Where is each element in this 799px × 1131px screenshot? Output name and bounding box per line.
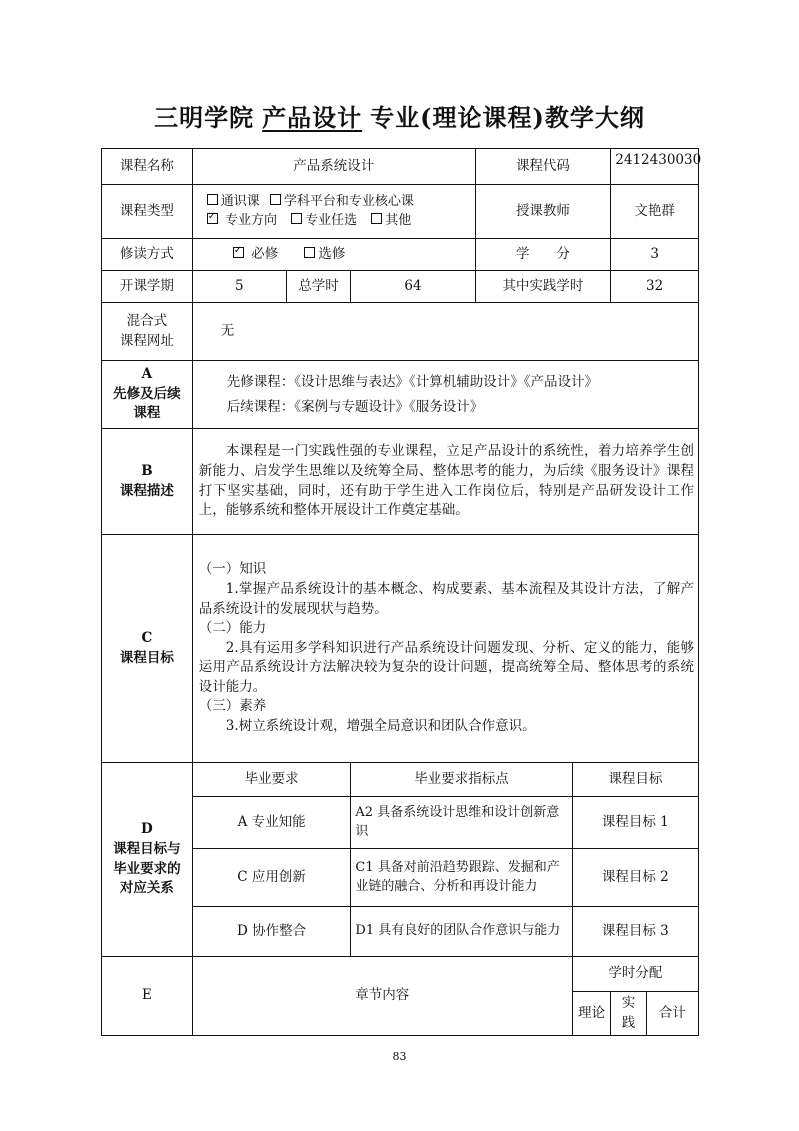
section-a-label-line2: 课程 <box>133 405 161 422</box>
theory-hours-header: 理论 <box>572 992 611 1036</box>
mode-option-elective[interactable] <box>304 246 345 262</box>
checkbox-icon <box>304 247 315 258</box>
checkbox-icon <box>371 213 382 224</box>
practice-hours-value: 32 <box>611 271 699 303</box>
checked-checkbox-icon <box>207 213 218 224</box>
type-option-direction[interactable] <box>207 213 277 228</box>
objective-heading-knowledge: （一）知识 <box>198 561 267 578</box>
title-school: 三明学院 <box>154 103 255 132</box>
course-name-value: 产品系统设计 <box>192 149 475 185</box>
row-study-mode <box>102 239 699 271</box>
section-d-label-line2: 毕业要求的 <box>113 860 181 877</box>
course-code-value: 2412430030 <box>611 149 699 185</box>
chapter-content-header: 章节内容 <box>192 957 572 1036</box>
type-option-other[interactable] <box>371 213 411 228</box>
hybrid-label <box>102 303 193 361</box>
objective-knowledge-text: 1.掌握产品系统设计的基本概念、构成要素、基本流程及其设计方法，了解产品系统设计的发展现状与趋势。 <box>198 581 694 617</box>
type-option-label: 学科平台和专业核心课 <box>283 193 414 209</box>
type-option-general[interactable] <box>207 194 260 209</box>
section-c-label <box>102 535 193 763</box>
row-course-type <box>102 185 699 239</box>
semester-label: 开课学期 <box>102 271 193 303</box>
mode-option-label: 必修 <box>251 245 279 262</box>
goal-cell: 课程目标 3 <box>572 907 698 957</box>
objective-quality-text: 3.树立系统设计观，增强全局意识和团队合作意识。 <box>225 717 536 734</box>
objective-ability-text: 2.具有运用多学科知识进行产品系统设计问题发现、分析、定义的能力，能够运用产品系统设计方法解决较为复杂的设计问题，提高统筹全局、整体思考的系统设计能力。 <box>198 639 694 695</box>
section-c-label-text: 课程目标 <box>119 649 174 666</box>
page-title <box>0 98 799 133</box>
section-c-letter: C <box>141 629 153 646</box>
requirement-cell: C 应用创新 <box>192 849 351 907</box>
semester-value: 5 <box>192 271 286 303</box>
practice-hours-label: 其中实践学时 <box>475 271 611 303</box>
section-a-letter: A <box>141 366 153 383</box>
prerequisite-courses: 先修课程：《设计思维与表达》《计算机辅助设计》《产品设计》 <box>226 374 599 391</box>
indicator-cell: C1 具备对前沿趋势跟踪、发掘和产业链的融合、分析和再设计能力 <box>351 849 572 907</box>
syllabus-table <box>101 148 702 1036</box>
checkbox-icon <box>291 213 302 224</box>
course-objectives <box>192 535 698 763</box>
type-option-elective[interactable] <box>291 213 357 228</box>
goal-cell: 课程目标 2 <box>572 849 698 907</box>
section-b-label-text: 课程描述 <box>119 482 174 499</box>
section-a-content <box>192 361 698 429</box>
goal-cell: 课程目标 1 <box>572 797 698 849</box>
section-c <box>102 535 699 763</box>
indicator-cell: A2 具备系统设计思维和设计创新意识 <box>351 797 572 849</box>
row-hybrid <box>102 303 699 361</box>
type-option-core[interactable] <box>270 194 414 209</box>
header-requirement-indicator: 毕业要求指标点 <box>351 763 572 797</box>
study-mode-label: 修读方式 <box>102 239 193 271</box>
section-d-label-line3: 对应关系 <box>119 880 174 897</box>
requirement-cell: D 协作整合 <box>192 907 351 957</box>
page-number: 83 <box>392 1050 407 1063</box>
checkbox-icon <box>270 194 281 205</box>
credit-label: 学 分 <box>475 239 611 271</box>
mode-option-required[interactable] <box>233 246 278 262</box>
credit-value: 3 <box>611 239 699 271</box>
title-major: 产品设计 <box>262 103 363 132</box>
title-suffix: 专业(理论课程)教学大纲 <box>370 103 645 132</box>
course-name-label: 课程名称 <box>102 149 193 185</box>
course-type-options <box>192 185 475 239</box>
study-mode-options <box>192 239 475 271</box>
header-course-goal: 课程目标 <box>572 763 698 797</box>
hours-allocation-header: 学时分配 <box>572 957 698 992</box>
section-a-label <box>102 361 193 429</box>
row-course-name <box>102 149 699 185</box>
objective-heading-ability: （二）能力 <box>198 620 267 637</box>
type-option-label: 通识课 <box>220 193 260 209</box>
checked-checkbox-icon <box>233 247 244 258</box>
mode-option-label: 选修 <box>318 245 346 262</box>
section-d-header-row <box>102 763 699 797</box>
section-d-label <box>102 763 193 957</box>
course-type-label: 课程类型 <box>102 185 193 239</box>
section-a <box>102 361 699 429</box>
followup-courses: 后续课程：《案例与专题设计》《服务设计》 <box>226 398 484 415</box>
hybrid-label-line1: 混合式 <box>126 312 168 329</box>
header-graduation-requirement: 毕业要求 <box>192 763 351 797</box>
total-hours-label: 总学时 <box>286 271 351 303</box>
section-d-label-line1: 课程目标与 <box>113 840 181 857</box>
total-hours-header: 合计 <box>646 992 698 1036</box>
type-option-label: 专业方向 <box>224 212 277 228</box>
section-b-letter: B <box>141 462 153 479</box>
indicator-cell: D1 具有良好的团队合作意识与能力 <box>351 907 572 957</box>
type-option-label: 专业任选 <box>305 212 358 228</box>
section-d-letter: D <box>141 821 153 838</box>
requirement-cell: A 专业知能 <box>192 797 351 849</box>
total-hours-value: 64 <box>351 271 475 303</box>
objective-heading-quality: （三）素养 <box>198 698 267 715</box>
checkbox-icon <box>207 194 218 205</box>
section-b-label <box>102 429 193 535</box>
section-e-row <box>102 957 699 992</box>
teacher-label: 授课教师 <box>475 185 611 239</box>
row-semester <box>102 271 699 303</box>
hybrid-value: 无 <box>192 303 698 361</box>
section-b <box>102 429 699 535</box>
type-option-label: 其他 <box>385 212 412 228</box>
hybrid-label-line2: 课程网址 <box>119 332 174 349</box>
teacher-value: 文艳群 <box>611 185 699 239</box>
section-e-letter: E <box>102 957 193 1036</box>
practice-hours-header: 实践 <box>611 992 646 1036</box>
section-a-label-line1: 先修及后续 <box>113 385 181 402</box>
course-code-label: 课程代码 <box>475 149 611 185</box>
course-description: 本课程是一门实践性强的专业课程，立足产品设计的系统性，着力培养学生创新能力、启发学生思维以及统筹全局、整体思考的能力，为后续《服务设计》课程打下坚实基础，同时，还有助于学生进入工作岗位后，特别是产品研发设计工作上，能够系统和整体开展设计工作奠定基础。 <box>192 429 698 535</box>
